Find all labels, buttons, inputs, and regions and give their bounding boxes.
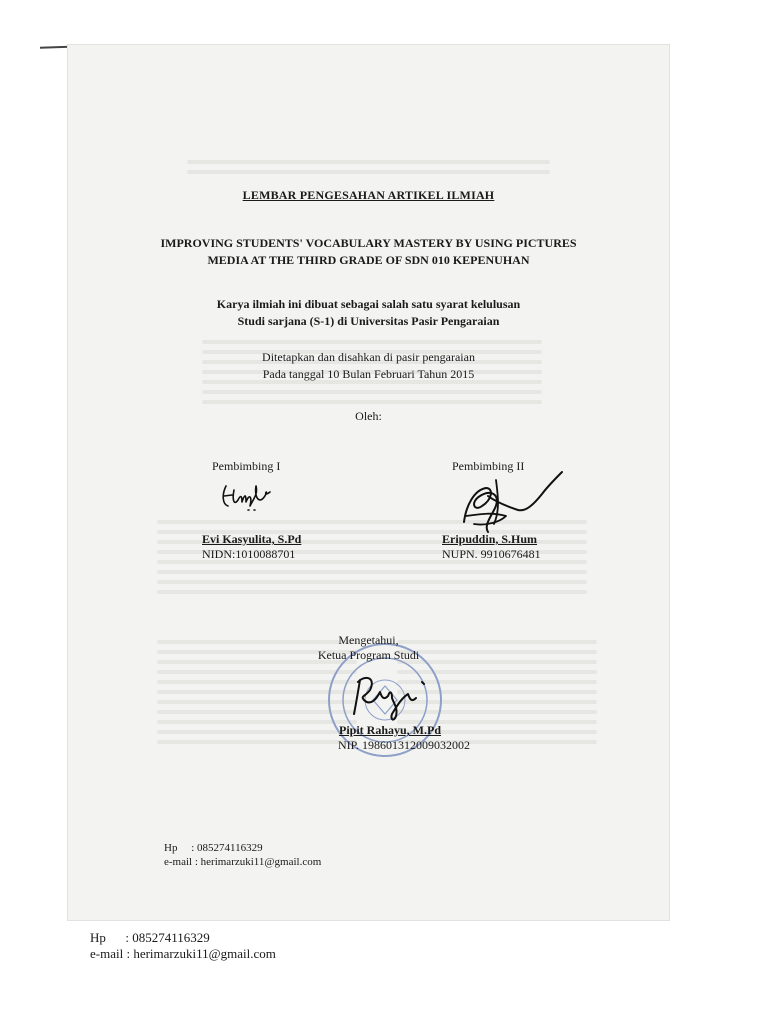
article-title-line2: MEDIA AT THE THIRD GRADE OF SDN 010 KEPENUHAN [207,253,530,267]
article-title-line1: IMPROVING STUDENTS' VOCABULARY MASTERY BY USING PICTURES [160,236,577,250]
bleed-through-text [67,154,670,180]
by-label: Oleh: [355,409,382,423]
footer-email: e-mail : herimarzuki11@gmail.com [90,946,276,961]
footer-phone: Hp : 085274116329 [90,930,210,945]
advisor1-id: NIDN:1010088701 [202,547,296,561]
head-signature-icon [340,664,450,724]
document-heading: LEMBAR PENGESAHAN ARTIKEL ILMIAH [242,188,495,202]
purpose-line2: Studi sarjana (S-1) di Universitas Pasir Pengaraian [237,314,500,328]
head-name: Pipit Rahayu, M.Pd [339,723,442,737]
advisor2-name: Eripuddin, S.Hum [442,532,538,546]
head-id: NIP. 198601312009032002 [338,738,471,752]
scan-contact-email: e-mail : herimarzuki11@gmail.com [164,856,322,868]
advisor1-role: Pembimbing I [212,459,281,473]
purpose-line1: Karya ilmiah ini dibuat sebagai salah satu syarat kelulusan [216,297,521,311]
approval-line2: Pada tanggal 10 Bulan Februari Tahun 2015 [262,367,475,381]
acknowledged-label: Mengetahui, [338,633,399,647]
approval-line1: Ditetapkan dan disahkan di pasir pengaraian [262,350,475,364]
scanned-page [67,44,670,921]
scan-contact-phone: Hp : 085274116329 [164,842,263,854]
advisor1-name: Evi Kasyulita, S.Pd [202,532,302,546]
advisor1-signature-icon [218,476,278,516]
head-role: Ketua Program Studi [317,648,420,662]
advisor2-role: Pembimbing II [452,459,525,473]
advisor2-id: NUPN. 9910676481 [442,547,541,561]
